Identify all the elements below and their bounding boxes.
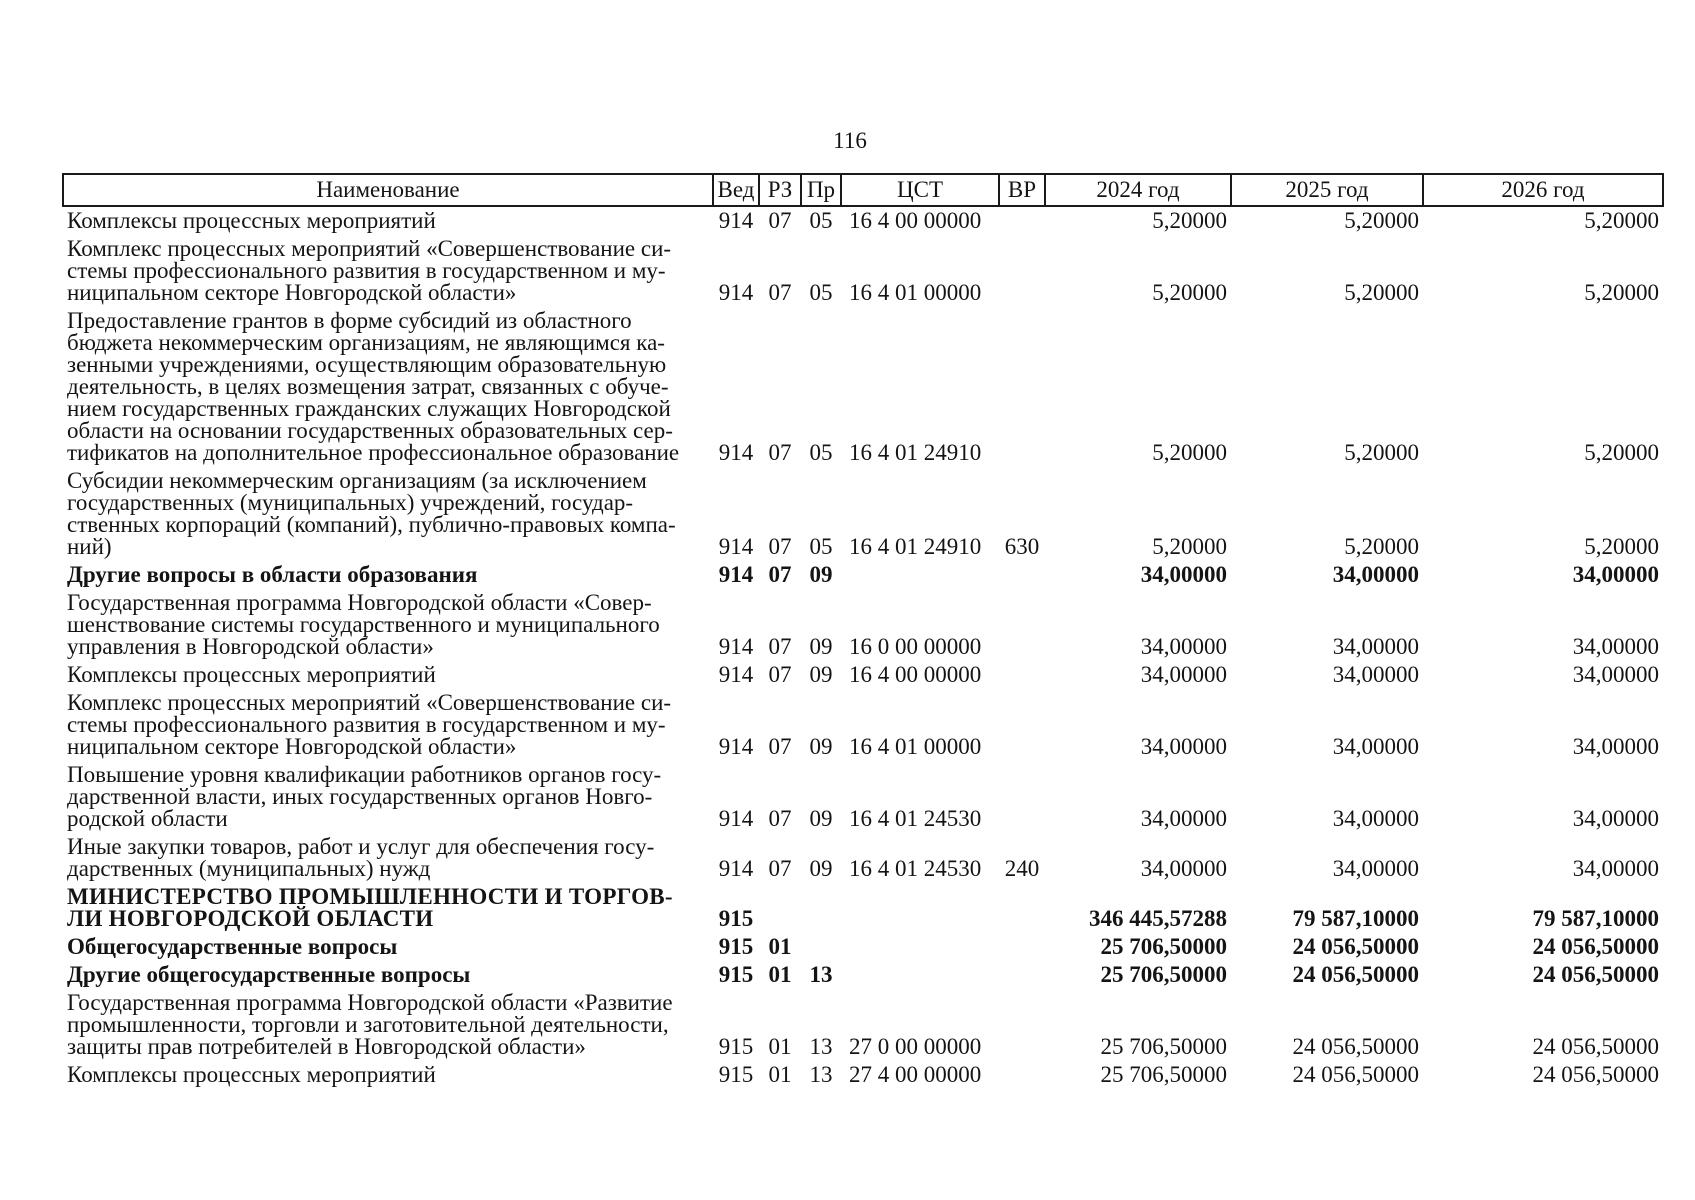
row-amount-2024: 34,00000 [1140,806,1227,831]
row-cst: 16 0 00 00000 [849,634,982,659]
row-rz: 07 [768,634,792,659]
row-ved: 915 [718,906,754,931]
table-row [63,833,1663,883]
row-name: Предоставление грантов в форме субсидий из областного бюджета некоммерческим организациям, не являющимся ка-зенными учреждениями, осуществляющим образовательную деятельность, в целях возмещения затрат, связанных с обуче-нием государственных гражданских служащих Новгородской области на основании государственных образовательных сер-тификатов на дополнительное профессиональное образование [67,308,680,465]
row-amount-2025: 34,00000 [1332,806,1419,831]
row-amount-2025: 5,20000 [1344,280,1419,305]
row-name: Комплексы процессных мероприятий [67,208,436,233]
row-amount-2024: 34,00000 [1140,562,1227,587]
row-cst: 16 4 00 00000 [849,662,982,687]
row-name: Государственная программа Новгородской области «Совер-шенствование системы государственного и муниципального управления в Новгородской области» [67,590,660,659]
row-amount-2024: 34,00000 [1140,634,1227,659]
row-ved: 914 [718,208,754,233]
table-row [63,561,1663,589]
row-name: Государственная программа Новгородской области «Развитие промышленности, торговли и заготовительной деятельности, защиты прав потребителей в Новгородской области» [67,990,673,1059]
table-row [63,1061,1663,1089]
row-amount-2025: 5,20000 [1344,208,1419,233]
row-amount-2025: 24 056,50000 [1292,1062,1419,1087]
column-header-2025: 2025 год [1231,174,1423,206]
row-pr: 09 [809,856,833,881]
row-pr: 09 [809,562,833,587]
table-row [63,467,1663,561]
table-row [63,961,1663,989]
row-pr: 05 [809,280,833,305]
row-amount-2025: 34,00000 [1332,562,1419,587]
table-body [63,206,1663,1089]
column-header-2024: 2024 год [1045,174,1231,206]
row-vr [999,561,1045,589]
row-amount-2024: 346 445,57288 [1089,906,1227,931]
row-name: Иные закупки товаров, работ и услуг для обеспечения госу-дарственных (муниципальных) нужд [67,834,655,881]
row-rz: 07 [768,734,792,759]
row-rz: 07 [768,662,792,687]
row-rz: 01 [768,1062,792,1087]
row-pr [801,933,841,961]
row-name: Комплекс процессных мероприятий «Совершенствование си-стемы профессионального развития в государственном и му-ниципальном секторе Новгородской области» [67,236,672,305]
row-amount-2024: 5,20000 [1152,208,1227,233]
row-ved: 914 [718,806,754,831]
table-row [63,235,1663,307]
row-ved: 914 [718,440,754,465]
row-cst: 16 4 01 24530 [849,856,982,881]
row-vr [999,933,1045,961]
row-pr: 09 [809,806,833,831]
row-amount-2025: 24 056,50000 [1292,962,1419,987]
row-amount-2026: 34,00000 [1572,734,1659,759]
row-ved: 914 [718,734,754,759]
row-pr: 09 [809,634,833,659]
row-amount-2024: 34,00000 [1140,856,1227,881]
row-rz: 07 [768,562,792,587]
table-header-row [63,174,1663,206]
column-header-cst: ЦСТ [841,174,999,206]
row-cst [841,883,999,933]
row-ved: 914 [718,634,754,659]
row-cst: 16 4 00 00000 [849,208,982,233]
row-amount-2024: 34,00000 [1140,662,1227,687]
row-amount-2024: 25 706,50000 [1100,1034,1227,1059]
row-pr [801,883,841,933]
row-rz: 01 [768,962,792,987]
row-amount-2025: 24 056,50000 [1292,934,1419,959]
table-row [63,307,1663,467]
row-amount-2026: 34,00000 [1572,662,1659,687]
row-amount-2025: 34,00000 [1332,662,1419,687]
row-name: Общегосударственные вопросы [67,934,398,959]
row-ved: 914 [718,856,754,881]
row-amount-2026: 24 056,50000 [1532,962,1659,987]
row-ved: 914 [718,662,754,687]
row-amount-2026: 34,00000 [1572,856,1659,881]
row-rz: 07 [768,534,792,559]
column-header-2026: 2026 год [1423,174,1663,206]
table-row [63,689,1663,761]
table-row [63,589,1663,661]
row-amount-2025: 5,20000 [1344,534,1419,559]
row-amount-2024: 25 706,50000 [1100,962,1227,987]
row-ved: 915 [718,1034,754,1059]
row-ved: 914 [718,562,754,587]
row-rz: 07 [768,280,792,305]
row-rz [759,883,801,933]
row-ved: 915 [718,934,754,959]
row-amount-2025: 24 056,50000 [1292,1034,1419,1059]
row-cst: 16 4 01 24910 [849,440,982,465]
row-rz: 07 [768,806,792,831]
row-amount-2026: 5,20000 [1584,208,1659,233]
row-cst: 16 4 01 24530 [849,806,982,831]
row-amount-2026: 79 587,10000 [1532,906,1659,931]
row-amount-2026: 24 056,50000 [1532,1034,1659,1059]
table-row [63,661,1663,689]
row-vr: 630 [1004,534,1040,559]
row-name: Повышение уровня квалификации работников органов госу-дарственной власти, иных государственных органов Новго-родской области [67,762,662,831]
page-number: 116 [833,128,867,153]
row-pr: 13 [809,962,833,987]
row-vr [999,961,1045,989]
column-header-name: Наименование [63,174,713,206]
row-vr [999,589,1045,661]
row-vr [999,689,1045,761]
row-vr: 240 [1004,856,1040,881]
table-row [63,206,1663,235]
row-rz: 01 [768,1034,792,1059]
row-name: Субсидии некоммерческим организациям (за исключением государственных (муниципальных) учреждений, государ-ственных корпораций (компаний), публично-правовых компа-ний) [67,468,676,559]
row-amount-2026: 24 056,50000 [1532,934,1659,959]
row-cst: 16 4 01 24910 [849,534,982,559]
row-pr: 05 [809,208,833,233]
row-amount-2025: 79 587,10000 [1292,906,1419,931]
row-amount-2025: 34,00000 [1332,856,1419,881]
row-cst [841,933,999,961]
row-name: Другие вопросы в области образования [67,562,478,587]
table-row [63,883,1663,933]
row-rz: 07 [768,856,792,881]
row-amount-2026: 24 056,50000 [1532,1062,1659,1087]
column-header-pr: Пр [801,174,841,206]
row-amount-2024: 25 706,50000 [1100,934,1227,959]
row-cst [841,961,999,989]
row-amount-2026: 5,20000 [1584,280,1659,305]
row-amount-2024: 25 706,50000 [1100,1062,1227,1087]
row-vr [999,1061,1045,1089]
row-amount-2026: 34,00000 [1572,562,1659,587]
budget-table [62,173,1664,1089]
row-pr: 13 [809,1062,833,1087]
row-vr [999,761,1045,833]
row-amount-2025: 34,00000 [1332,734,1419,759]
row-vr [999,235,1045,307]
table-row [63,933,1663,961]
row-amount-2026: 5,20000 [1584,440,1659,465]
row-name: МИНИСТЕРСТВО ПРОМЫШЛЕННОСТИ И ТОРГОВ-ЛИ НОВГОРОДСКОЙ ОБЛАСТИ [67,884,673,931]
row-vr [999,661,1045,689]
row-cst: 16 4 01 00000 [849,734,982,759]
row-ved: 915 [718,962,754,987]
table-row [63,989,1663,1061]
row-ved: 914 [718,534,754,559]
row-amount-2026: 34,00000 [1572,806,1659,831]
row-ved: 915 [718,1062,754,1087]
row-pr: 09 [809,734,833,759]
row-amount-2025: 34,00000 [1332,634,1419,659]
row-pr: 05 [809,534,833,559]
row-pr: 09 [809,662,833,687]
row-cst: 16 4 01 00000 [849,280,982,305]
row-amount-2024: 5,20000 [1152,280,1227,305]
row-rz: 07 [768,208,792,233]
row-name: Комплексы процессных мероприятий [67,662,436,687]
column-header-vr: ВР [999,174,1045,206]
row-name: Комплекс процессных мероприятий «Совершенствование си-стемы профессионального развития в государственном и му-ниципальном секторе Новгородской области» [67,690,672,759]
row-rz: 07 [768,440,792,465]
row-cst: 27 4 00 00000 [849,1062,982,1087]
row-amount-2024: 5,20000 [1152,440,1227,465]
row-amount-2026: 5,20000 [1584,534,1659,559]
row-amount-2025: 5,20000 [1344,440,1419,465]
row-vr [999,307,1045,467]
row-name: Комплексы процессных мероприятий [67,1062,436,1087]
row-vr [999,206,1045,235]
row-amount-2026: 34,00000 [1572,634,1659,659]
row-ved: 914 [718,280,754,305]
row-pr: 13 [809,1034,833,1059]
column-header-rz: РЗ [759,174,801,206]
row-cst [841,561,999,589]
row-vr [999,883,1045,933]
row-rz: 01 [768,934,792,959]
row-pr: 05 [809,440,833,465]
column-header-ved: Вед [713,174,759,206]
row-amount-2024: 5,20000 [1152,534,1227,559]
row-cst: 27 0 00 00000 [849,1034,982,1059]
row-name: Другие общегосударственные вопросы [67,962,471,987]
row-amount-2024: 34,00000 [1140,734,1227,759]
row-vr [999,989,1045,1061]
table-row [63,761,1663,833]
